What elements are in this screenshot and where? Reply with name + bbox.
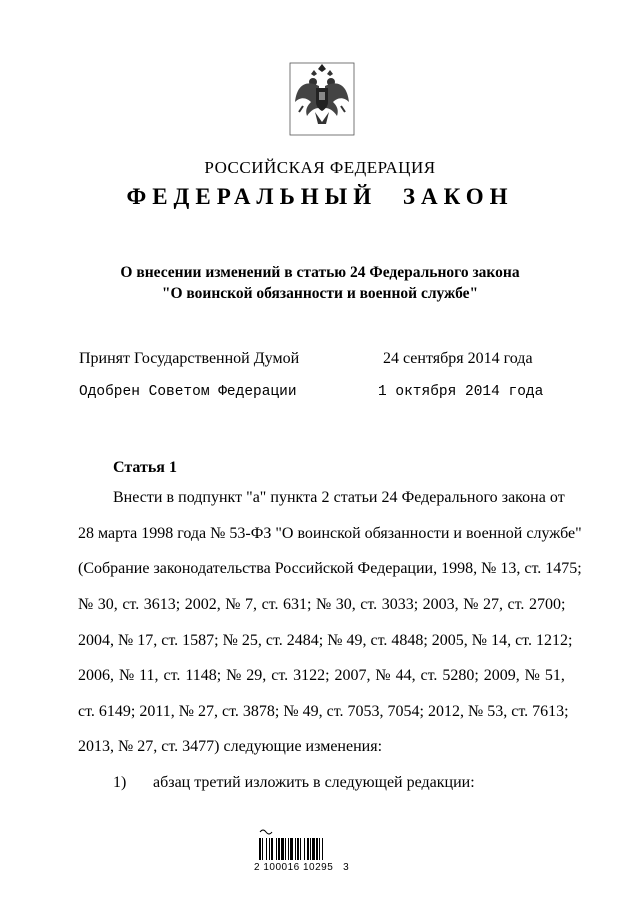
article-line: № 30, ст. 3613; 2002, № 7, ст. 631; № 30, ст. 3033; 2003, № 27, ст. 2700; [78,596,566,613]
barcode-bar [304,838,305,860]
barcode-bar [285,838,286,860]
barcode-bar [278,838,280,860]
article-line: Внести в подпункт "а" пункта 2 статьи 24 Федерального закона от [113,489,565,506]
barcode-bar [295,838,296,860]
article-line: ст. 6149; 2011, № 27, ст. 3878; № 49, ст. 7053, 7054; 2012, № 53, ст. 7613; [78,703,569,720]
barcode-bar [290,838,293,860]
barcode-bar [307,838,309,860]
law-title-line: О внесении изменений в статью 24 Федерального закона [120,264,520,281]
barcode-bar [316,838,318,860]
council-label: Одобрен Советом Федерации [79,384,297,400]
council-date: 1 октября 2014 года [378,384,544,400]
article-line: (Собрание законодательства Российской Федерации, 1998, № 13, ст. 1475; [78,560,582,577]
barcode-bar [297,838,299,860]
article-line: 2006, № 11, ст. 1148; № 29, ст. 3122; 2007, № 44, ст. 5280; 2009, № 51, [78,667,565,684]
article-heading: Статья 1 [113,459,177,476]
barcode-bar [310,838,311,860]
barcode-number: 2 100016 10295 3 [254,862,350,873]
duma-label: Принят Государственной Думой [79,350,300,367]
duma-date: 24 сентября 2014 года [383,350,533,367]
barcode-bar [281,838,284,860]
article-line: 2004, № 17, ст. 1587; № 25, ст. 2484; № 49, ст. 4848; 2005, № 14, ст. 1212; [78,632,573,649]
law-title-line: "О воинской обязанности и военной службе" [161,285,479,302]
article-line: 2013, № 27, ст. 3477) следующие изменения: [78,738,383,755]
barcode-bar [276,838,277,860]
barcode-bar [288,838,289,860]
list-item-text: абзац третий изложить в следующей редакции: [153,774,475,791]
barcode-bar [266,838,267,860]
barcode-bar [300,838,301,860]
barcode-bar [269,838,270,860]
list-item-number: 1) [113,774,127,791]
barcode-bar [262,838,263,860]
law-title [0,262,640,304]
barcode-bar [312,838,315,860]
article-line: 28 марта 1998 года № 53-ФЗ "О воинской обязанности и военной службе" [78,525,582,542]
state-emblem-icon [289,62,355,136]
law-type: ФЕДЕРАЛЬНЫЙ ЗАКОН [126,184,514,209]
country-name: РОССИЙСКАЯ ФЕДЕРАЦИЯ [204,158,436,177]
barcode-bar [271,838,273,860]
barcode-bar [319,838,320,860]
barcode-bar [259,838,261,860]
barcode-bar [322,838,323,860]
